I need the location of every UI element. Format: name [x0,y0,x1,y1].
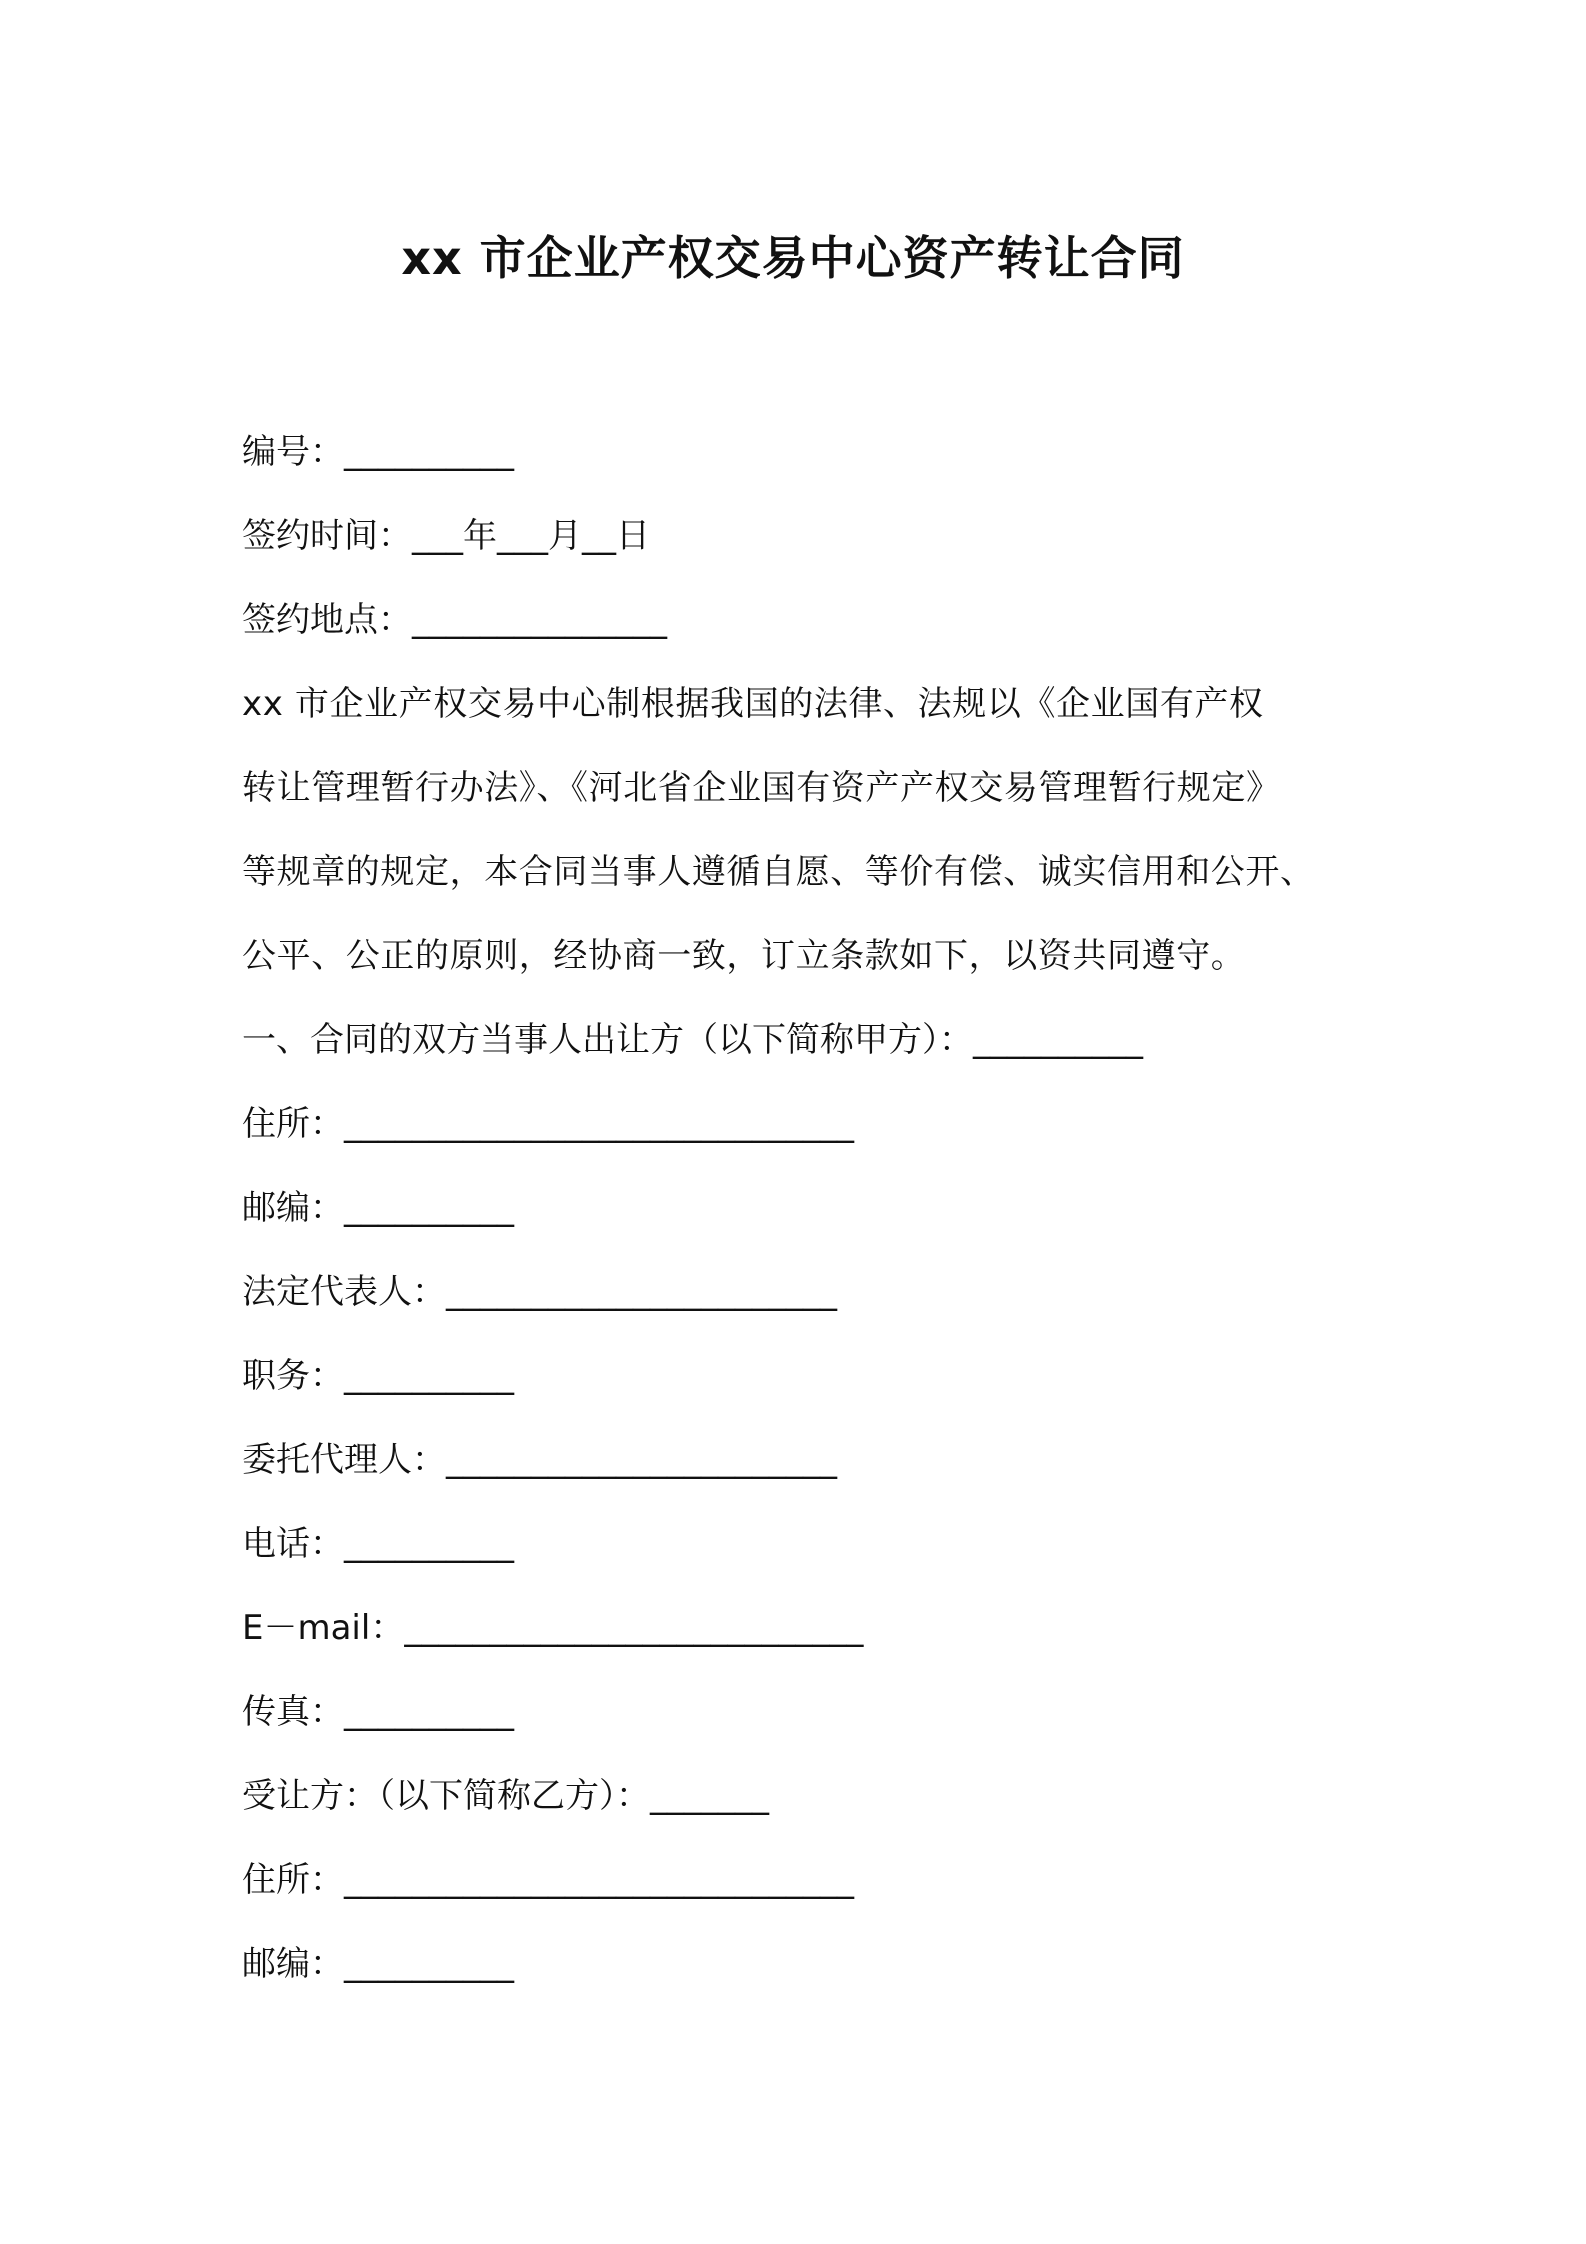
party-a-fax-field: 传真：__________ [242,1692,514,1732]
preamble-line: xx 市企业产权交易中心制根据我国的法律、法规以《企业国有产权 [242,684,1264,724]
preamble-line: 转让管理暂行办法》、《河北省企业国有资产产权交易管理暂行规定》 [242,768,1281,808]
document-title: xx 市企业产权交易中心资产转让合同 [401,231,1185,285]
document-body [242,410,1352,2006]
sign-place-field: 签约地点：_______________ [242,600,667,640]
party-a-agent-field: 委托代理人：_______________________ [242,1440,837,1480]
section1-heading: 一、合同的双方当事人出让方（以下简称甲方）：__________ [242,1020,1143,1060]
party-a-email-field: E－mail：___________________________ [242,1608,864,1648]
party-a-phone-field: 电话：__________ [242,1524,514,1564]
party-a-postcode-field: 邮编：__________ [242,1188,514,1228]
party-b-postcode-field: 邮编：__________ [242,1944,514,1984]
party-a-legal-rep-field: 法定代表人：_______________________ [242,1272,837,1312]
preamble-line: 公平、公正的原则，经协商一致，订立条款如下，以资共同遵守。 [242,936,1246,976]
party-b-address-field: 住所：______________________________ [242,1860,854,1900]
party-b-heading: 受让方：（以下简称乙方）：_______ [242,1776,769,1816]
preamble-line: 等规章的规定，本合同当事人遵循自愿、等价有偿、诚实信用和公开、 [242,852,1315,892]
party-a-address-field: 住所：______________________________ [242,1104,854,1144]
contract-number-field: 编号：__________ [242,432,514,472]
sign-time-field: 签约时间：___年___月__日 [242,516,650,556]
party-a-position-field: 职务：__________ [242,1356,514,1396]
preamble-paragraph [242,662,1352,998]
